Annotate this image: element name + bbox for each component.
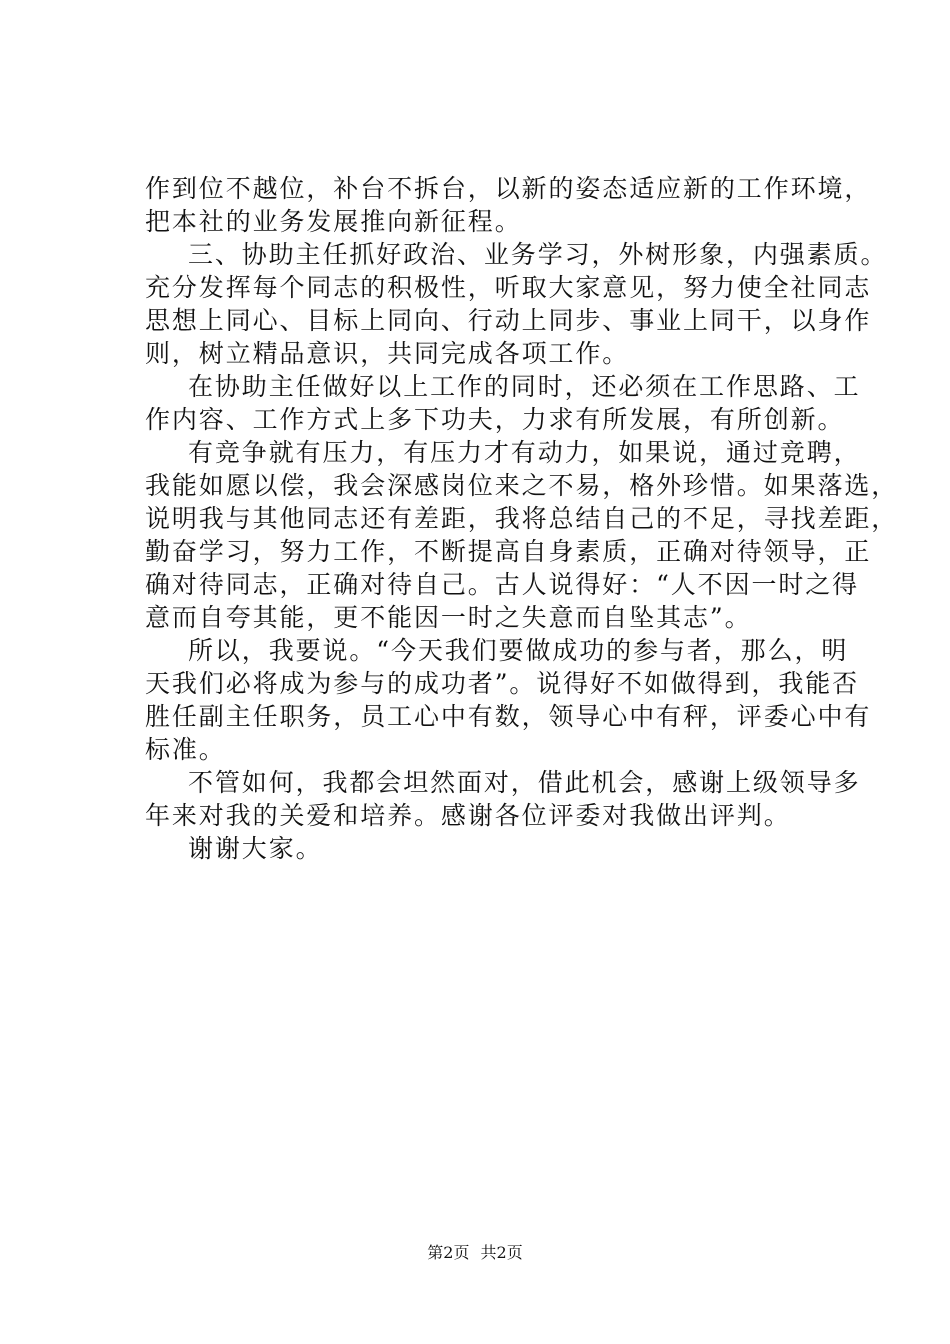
text-line: 天我们必将成为参与的成功者”。说得好不如做得到，我能否	[145, 669, 860, 698]
text-line: 有竞争就有压力，有压力才有动力，如果说，通过竞聘，	[188, 438, 861, 467]
text-line: 所以，我要说。“今天我们要做成功的参与者，那么，明	[188, 636, 849, 665]
text-line: 我能如愿以偿，我会深感岗位来之不易，格外珍惜。如果落选，	[145, 471, 899, 500]
text-line: 不管如何，我都会坦然面对，借此机会，感谢上级领导多	[188, 768, 861, 797]
page-footer	[0, 1243, 950, 1263]
paragraph	[145, 766, 861, 832]
text-line: 说明我与其他同志还有差距，我将总结自己的不足，寻找差距，	[145, 504, 899, 533]
paragraph	[145, 172, 872, 238]
text-line: 充分发挥每个同志的积极性，听取大家意见，努力使全社同志	[145, 273, 872, 302]
text-line: 确对待同志，正确对待自己。古人说得好：“人不因一时之得	[145, 570, 860, 599]
page-count: 共2页	[480, 1243, 523, 1262]
document-body	[145, 172, 899, 865]
text-line: 勤奋学习，努力工作，不断提高自身素质，正确对待领导，正	[145, 537, 872, 566]
text-line: 作到位不越位，补台不拆台，以新的姿态适应新的工作环境，	[145, 174, 872, 203]
paragraph	[145, 370, 861, 436]
text-line: 在协助主任做好以上工作的同时，还必须在工作思路、工	[188, 372, 861, 401]
text-line: 标准。	[145, 735, 226, 764]
page-number: 第2页	[427, 1243, 470, 1262]
text-line: 则，树立精品意识，共同完成各项工作。	[145, 339, 630, 368]
text-line: 胜任副主任职务，员工心中有数，领导心中有秤，评委心中有	[145, 702, 872, 731]
text-line: 意而自夸其能，更不能因一时之失意而自坠其志”。	[145, 603, 752, 632]
text-line: 把本社的业务发展推向新征程。	[145, 207, 522, 236]
paragraph	[145, 832, 845, 865]
paragraph	[145, 238, 888, 370]
text-line: 谢谢大家。	[188, 834, 323, 863]
text-line: 年来对我的关爱和培养。感谢各位评委对我做出评判。	[145, 801, 791, 830]
paragraph	[145, 436, 899, 634]
paragraph	[145, 634, 872, 766]
text-line: 作内容、工作方式上多下功夫，力求有所发展，有所创新。	[145, 405, 845, 434]
text-line: 思想上同心、目标上同向、行动上同步、事业上同干，以身作	[145, 306, 872, 335]
text-line: 三、协助主任抓好政治、业务学习，外树形象，内强素质。	[188, 240, 888, 269]
